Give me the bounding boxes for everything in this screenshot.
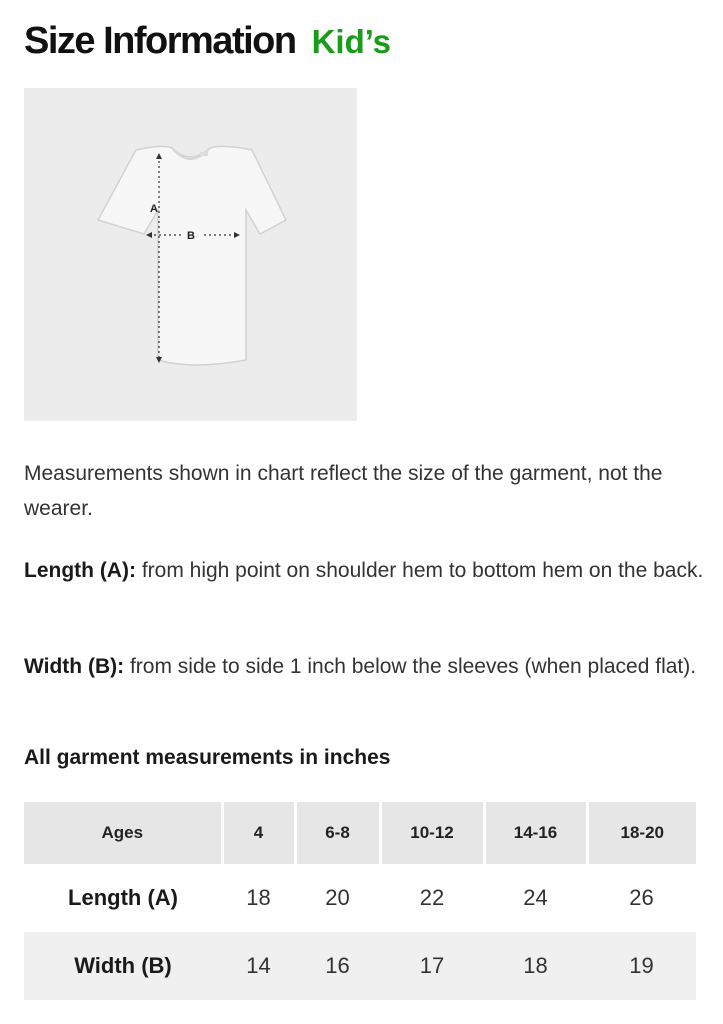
table-cell: 24 (523, 885, 548, 910)
page-title: Size Information (24, 20, 296, 62)
kids-badge: Kid’s (311, 23, 392, 60)
table-header-row (24, 802, 696, 864)
table-cell: 20 (325, 885, 350, 910)
table-cell: 16 (325, 953, 350, 978)
table-cell: 26 (629, 885, 654, 910)
tshirt-image (24, 88, 357, 421)
width-description: from side to side 1 inch below the sleeves (when placed flat). (129, 655, 697, 678)
label-b: B (187, 230, 195, 242)
table-row-length (24, 864, 696, 932)
t-shirt-icon (24, 88, 357, 421)
header-size: 18-20 (587, 802, 696, 864)
row-label: Width (B) (74, 953, 172, 978)
table-cell: 18 (523, 953, 548, 978)
page-header (24, 20, 391, 63)
size-table (24, 802, 696, 1000)
header-size: 10-12 (380, 802, 484, 864)
table-row-width (24, 932, 696, 1000)
table-cell: 19 (629, 953, 654, 978)
t-shirt-shape (98, 146, 286, 365)
label-a: A (150, 203, 158, 215)
row-label: Length (A) (68, 885, 178, 910)
table-cell: 18 (246, 885, 271, 910)
table-cell: 17 (419, 953, 445, 978)
table-cell: 22 (419, 885, 445, 910)
header-size: 4 (222, 802, 295, 864)
intro-paragraph: Measurements shown in chart reflect the size of the garment, not the wearer. (24, 462, 663, 520)
units-heading: All garment measurements in inches (24, 746, 391, 769)
width-paragraph (24, 649, 704, 684)
length-description: from high point on shoulder hem to bottom hem on the back. (141, 559, 704, 582)
header-size: 6-8 (295, 802, 380, 864)
table-cell: 14 (246, 953, 271, 978)
length-paragraph (24, 553, 704, 588)
width-lead: Width (B): (24, 655, 125, 678)
length-lead: Length (A): (24, 559, 136, 582)
header-size: 14-16 (484, 802, 587, 864)
header-ages: Ages (101, 823, 144, 842)
